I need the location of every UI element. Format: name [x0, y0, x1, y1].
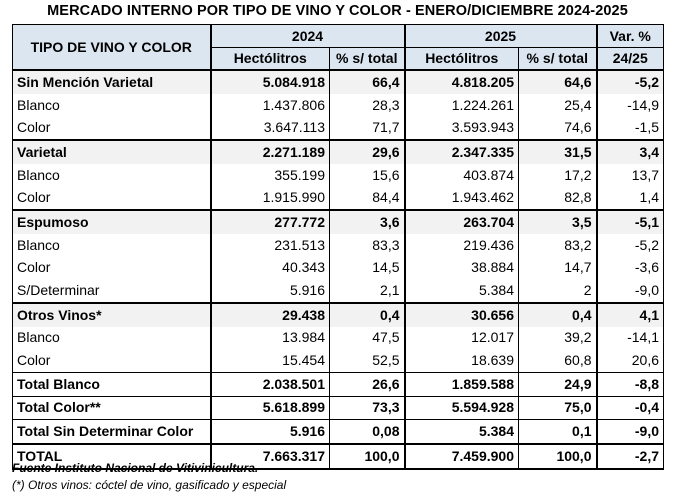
pct-2025: 0,4 — [519, 303, 597, 327]
row-label: S/Determinar — [13, 279, 211, 303]
pct-2025: 25,4 — [519, 94, 597, 117]
pct-2024: 26,6 — [330, 372, 405, 396]
table-row — [13, 420, 664, 444]
hl-2024: 7.663.317 — [211, 444, 330, 469]
hl-2024: 2.038.501 — [211, 372, 330, 396]
var-pct: 20,6 — [597, 349, 664, 372]
row-label: Color — [13, 257, 211, 280]
header-hl-2024: Hectólitros — [211, 48, 330, 71]
var-pct: 4,1 — [597, 303, 664, 327]
hl-2024: 5.916 — [211, 420, 330, 444]
row-label: Blanco — [13, 234, 211, 257]
header-hl-2025: Hectólitros — [405, 48, 519, 71]
hl-2024: 3.647.113 — [211, 116, 330, 140]
table-row — [13, 349, 664, 372]
var-pct: -3,6 — [597, 257, 664, 280]
hl-2024: 5.618.899 — [211, 396, 330, 420]
hl-2025: 3.593.943 — [405, 116, 519, 140]
row-label: TOTAL — [13, 444, 211, 469]
table-row — [13, 186, 664, 210]
table-row — [13, 70, 664, 94]
hl-2025: 30.656 — [405, 303, 519, 327]
row-label: Total Blanco — [13, 372, 211, 396]
pct-2025: 14,7 — [519, 257, 597, 280]
pct-2025: 31,5 — [519, 140, 597, 164]
pct-2025: 75,0 — [519, 396, 597, 420]
table-row — [13, 116, 664, 140]
hl-2024: 1.437.806 — [211, 94, 330, 117]
hl-2024: 15.454 — [211, 349, 330, 372]
pct-2025: 82,8 — [519, 186, 597, 210]
var-pct: -5,2 — [597, 234, 664, 257]
pct-2024: 14,5 — [330, 257, 405, 280]
pct-2024: 2,1 — [330, 279, 405, 303]
pct-2024: 100,0 — [330, 444, 405, 469]
pct-2025: 24,9 — [519, 372, 597, 396]
var-pct: -0,4 — [597, 396, 664, 420]
row-label: Color — [13, 186, 211, 210]
pct-2025: 2 — [519, 279, 597, 303]
pct-2025: 83,2 — [519, 234, 597, 257]
table-row — [13, 327, 664, 350]
table-row — [13, 372, 664, 396]
hl-2025: 403.874 — [405, 164, 519, 187]
hl-2024: 5.084.918 — [211, 70, 330, 94]
page-title: MERCADO INTERNO POR TIPO DE VINO Y COLOR - ENERO/DICIEMBRE 2024-2025 — [47, 3, 628, 19]
var-pct: 1,4 — [597, 186, 664, 210]
wine-market-table — [12, 24, 664, 470]
header-wine-type: TIPO DE VINO Y COLOR — [13, 25, 211, 71]
pct-2024: 29,6 — [330, 140, 405, 164]
hl-2025: 5.384 — [405, 420, 519, 444]
var-pct: -5,1 — [597, 210, 664, 234]
hl-2024: 13.984 — [211, 327, 330, 350]
var-pct: 3,4 — [597, 140, 664, 164]
hl-2025: 12.017 — [405, 327, 519, 350]
pct-2024: 0,4 — [330, 303, 405, 327]
pct-2024: 83,3 — [330, 234, 405, 257]
hl-2025: 1.943.462 — [405, 186, 519, 210]
hl-2025: 5.384 — [405, 279, 519, 303]
row-label: Blanco — [13, 94, 211, 117]
row-label: Total Sin Determinar Color — [13, 420, 211, 444]
hl-2024: 1.915.990 — [211, 186, 330, 210]
header-pct-2024: % s/ total — [330, 48, 405, 71]
hl-2025: 2.347.335 — [405, 140, 519, 164]
pct-2024: 66,4 — [330, 70, 405, 94]
hl-2025: 1.224.261 — [405, 94, 519, 117]
var-pct: -9,0 — [597, 420, 664, 444]
table-row — [13, 164, 664, 187]
header-year-2024: 2024 — [211, 25, 405, 48]
pct-2025: 3,5 — [519, 210, 597, 234]
pct-2025: 64,6 — [519, 70, 597, 94]
row-label: Blanco — [13, 164, 211, 187]
table-row — [13, 140, 664, 164]
pct-2024: 15,6 — [330, 164, 405, 187]
table-row — [13, 303, 664, 327]
header-pct-2025: % s/ total — [519, 48, 597, 71]
var-pct: -8,8 — [597, 372, 664, 396]
pct-2025: 0,1 — [519, 420, 597, 444]
other-wines-footnote: (*) Otros vinos: cóctel de vino, gasificado y especial — [12, 478, 287, 492]
hl-2025: 219.436 — [405, 234, 519, 257]
hl-2025: 4.818.205 — [405, 70, 519, 94]
pct-2024: 71,7 — [330, 116, 405, 140]
var-pct: -2,7 — [597, 444, 664, 469]
hl-2025: 263.704 — [405, 210, 519, 234]
source-note: Fuente Instituto Nacional de Vitivinicultura. — [12, 461, 259, 475]
var-pct: -1,5 — [597, 116, 664, 140]
pct-2024: 84,4 — [330, 186, 405, 210]
hl-2024: 277.772 — [211, 210, 330, 234]
hl-2025: 38.884 — [405, 257, 519, 280]
row-label: Color — [13, 349, 211, 372]
header-var-line1: Var. % — [597, 25, 664, 48]
pct-2024: 28,3 — [330, 94, 405, 117]
hl-2024: 355.199 — [211, 164, 330, 187]
table-row — [13, 396, 664, 420]
pct-2025: 17,2 — [519, 164, 597, 187]
pct-2024: 47,5 — [330, 327, 405, 350]
pct-2024: 0,08 — [330, 420, 405, 444]
pct-2025: 60,8 — [519, 349, 597, 372]
row-label: Total Color** — [13, 396, 211, 420]
table-row — [13, 257, 664, 280]
var-pct: -9,0 — [597, 279, 664, 303]
row-label: Espumoso — [13, 210, 211, 234]
pct-2024: 52,5 — [330, 349, 405, 372]
row-label: Varietal — [13, 140, 211, 164]
var-pct: -14,1 — [597, 327, 664, 350]
header-var-line2: 24/25 — [597, 48, 664, 71]
row-label: Blanco — [13, 327, 211, 350]
var-pct: -5,2 — [597, 70, 664, 94]
hl-2024: 5.916 — [211, 279, 330, 303]
table-row — [13, 94, 664, 117]
row-label: Color — [13, 116, 211, 140]
var-pct: -14,9 — [597, 94, 664, 117]
pct-2025: 39,2 — [519, 327, 597, 350]
pct-2025: 100,0 — [519, 444, 597, 469]
table-row — [13, 279, 664, 303]
hl-2024: 40.343 — [211, 257, 330, 280]
hl-2024: 2.271.189 — [211, 140, 330, 164]
var-pct: 13,7 — [597, 164, 664, 187]
header-year-2025: 2025 — [405, 25, 597, 48]
hl-2025: 5.594.928 — [405, 396, 519, 420]
table-row — [13, 210, 664, 234]
hl-2024: 231.513 — [211, 234, 330, 257]
row-label: Sin Mención Varietal — [13, 70, 211, 94]
table-row — [13, 234, 664, 257]
pct-2024: 3,6 — [330, 210, 405, 234]
hl-2025: 1.859.588 — [405, 372, 519, 396]
hl-2025: 7.459.900 — [405, 444, 519, 469]
pct-2024: 73,3 — [330, 396, 405, 420]
pct-2025: 74,6 — [519, 116, 597, 140]
footnotes — [12, 460, 286, 494]
row-label: Otros Vinos* — [13, 303, 211, 327]
hl-2024: 29.438 — [211, 303, 330, 327]
hl-2025: 18.639 — [405, 349, 519, 372]
